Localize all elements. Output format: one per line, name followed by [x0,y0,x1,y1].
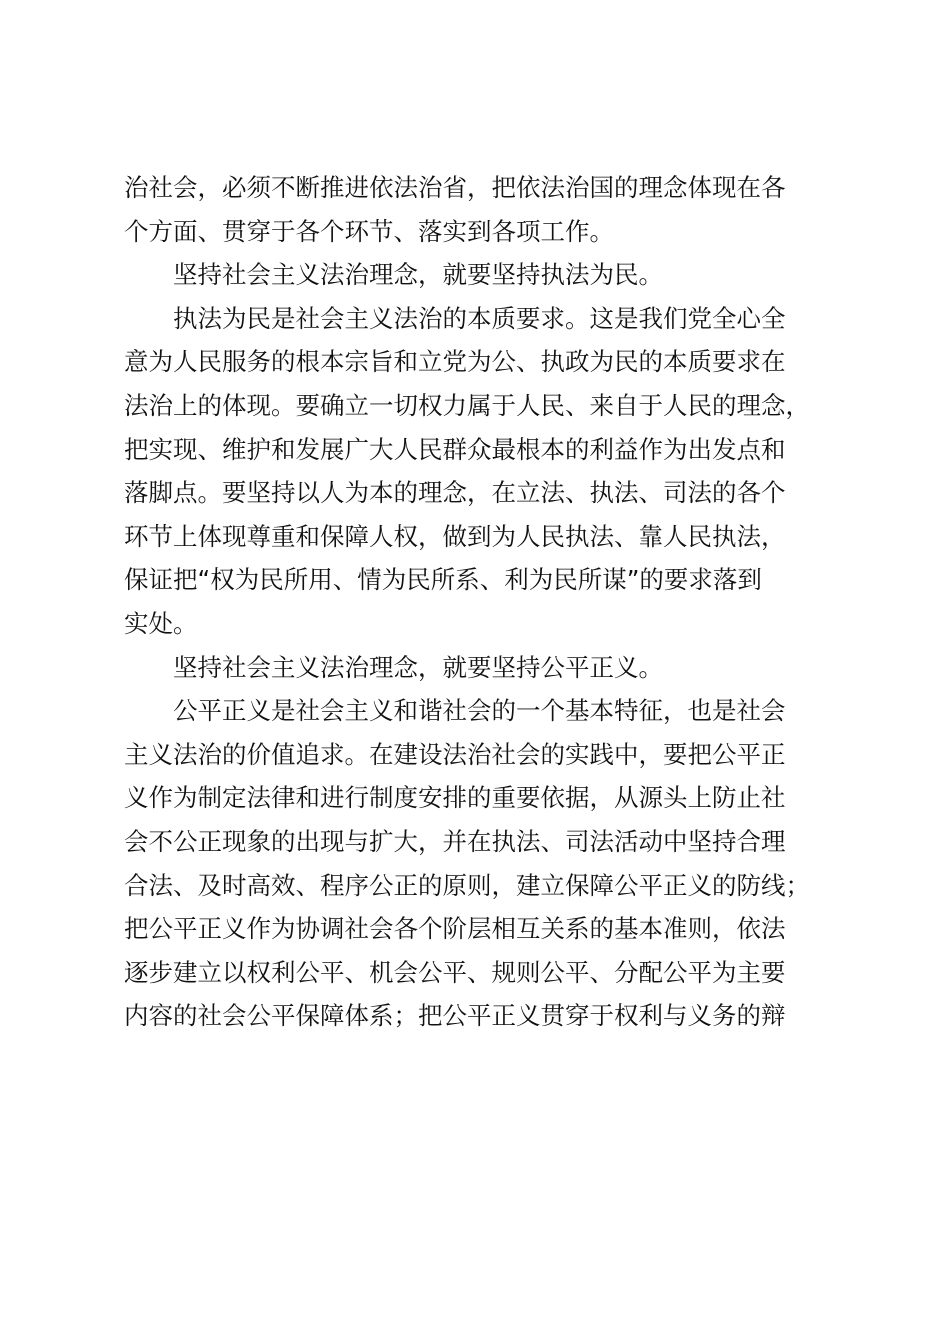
text-line: 会不公正现象的出现与扩大，并在执法、司法活动中坚持合理 [124,826,786,856]
text-line: 法治上的体现。要确立一切权力属于人民、来自于人民的理念， [124,390,810,420]
paragraph-first-line: 执法为民是社会主义法治的本质要求。这是我们党全心全 [173,303,786,333]
text-line: 治社会，必须不断推进依法治省，把依法治国的理念体现在各 [124,173,786,202]
body-text [124,166,834,1038]
text-line: 保证把“权为民所用、情为民所系、利为民所谋”的要求落到 [124,565,762,595]
text-line: 义作为制定法律和进行制度安排的重要依据，从源头上防止社 [124,783,786,813]
text-line: 实处。 [124,608,198,638]
text-line: 意为人民服务的根本宗旨和立党为公、执政为民的本质要求在 [124,347,786,377]
text-line: 把实现、维护和发展广大人民群众最根本的利益作为出发点和 [124,434,786,464]
section-heading-line: 坚持社会主义法治理念，就要坚持公平正义。 [173,652,663,682]
text-line: 落脚点。要坚持以人为本的理念，在立法、执法、司法的各个 [124,478,786,508]
text-line: 把公平正义作为协调社会各个阶层相互关系的基本准则，依法 [124,914,786,944]
text-line: 内容的社会公平保障体系；把公平正义贯穿于权利与义务的辩 [124,1001,786,1031]
section-heading-line: 坚持社会主义法治理念，就要坚持执法为民。 [173,260,663,290]
text-line: 逐步建立以权利公平、机会公平、规则公平、分配公平为主要 [124,957,786,987]
text-line: 环节上体现尊重和保障人权，做到为人民执法、靠人民执法， [124,521,786,551]
text-line: 合法、及时高效、程序公正的原则，建立保障公平正义的防线； [124,870,810,900]
text-line: 个方面、贯穿于各个环节、落实到各项工作。 [124,216,614,246]
paragraph-first-line: 公平正义是社会主义和谐社会的一个基本特征，也是社会 [173,696,786,726]
text-line: 主义法治的价值追求。在建设法治社会的实践中，要把公平正 [124,739,786,769]
